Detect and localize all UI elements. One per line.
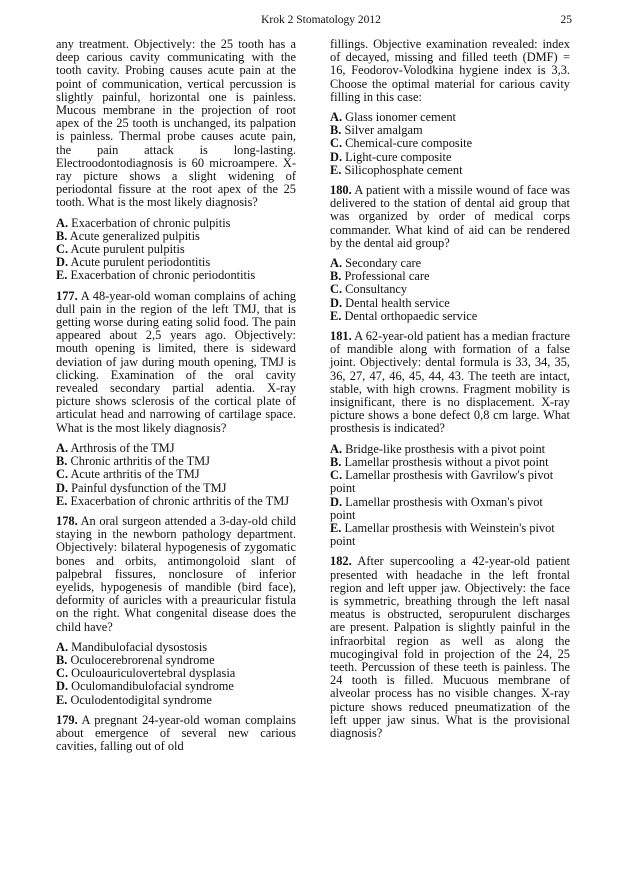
option: E. Exacerbation of chronic periodontitis: [56, 268, 256, 283]
option: C. Chemical-cure composite: [330, 136, 473, 151]
question-181: [330, 330, 570, 436]
option: C. Oculoauriculovertebral dysplasia: [56, 666, 236, 681]
question-number: 181.: [330, 329, 352, 344]
option: A. Secondary care: [330, 256, 422, 271]
question-number: 178.: [56, 513, 78, 528]
question-number: 182.: [330, 554, 352, 569]
question-176-options: [56, 217, 296, 283]
option: D. Painful dysfunction of the TMJ: [56, 480, 227, 495]
option: C. Acute arthritis of the TMJ: [56, 467, 200, 482]
question-text: A pregnant 24-year-old woman complains about emergence of several new carious cavities, falling out of old: [56, 712, 296, 754]
question-number: 180.: [330, 183, 352, 198]
option: B. Silver amalgam: [330, 123, 423, 138]
question-181-options: [330, 443, 570, 549]
option: D. Light-cure composite: [330, 149, 452, 164]
option: D. Dental health service: [330, 295, 450, 310]
question-text: A 48-year-old woman complains of aching dull pain in the region of the left TMJ, that is getting worse during eating solid food. The pain appeared about 2,5 years ago. Objectively: mouth opening is limited, there is sideward deviation of jaw during mouth opening, TMJ is clicking. Examination of the oral cavity revealed secondary partial adentia. X-ray picture shows sclerosis of the cortical plate of articulat head and narrowing of cartilage space. What is the most likely diagnosis?: [56, 288, 296, 435]
question-number: 179.: [56, 712, 78, 727]
option: B. Chronic arthritis of the TMJ: [56, 454, 210, 469]
option: A. Bridge-like prosthesis with a pivot point: [330, 441, 546, 456]
question-179: [56, 714, 296, 754]
question-179-options: [330, 111, 570, 177]
question-178: [56, 515, 296, 634]
option: D. Acute purulent periodontitis: [56, 255, 211, 270]
option: E. Exacerbation of chronic arthritis of the TMJ: [56, 493, 290, 508]
question-177-options: [56, 442, 296, 508]
option: C. Lamellar prosthesis with Gavrilow's pivot point: [330, 468, 554, 496]
option: E. Dental orthopaedic service: [330, 308, 478, 323]
option: A. Exacerbation of chronic pulpitis: [56, 215, 231, 230]
option: A. Arthrosis of the TMJ: [56, 440, 175, 455]
question-text: After supercooling a 42-year-old patient presented with headache in the left frontal region and left upper jaw. Objectively: the face is symmetric, breathing through the left nasal meatus is obstructed, seropurulent discharges are present. Palpation is slightly painful in the infraorbital region as well as along the mucogingival fold in projection of the 24, 25 teeth. Percussion of these teeth is painless. The 24 tooth is filled. Mucuous membrane of alveolar process has no visible changes. X-ray picture shows reduced pneumatization of the left upper jaw sinus. What is the provisional diagnosis?: [330, 554, 570, 740]
page-number: 25: [560, 14, 572, 26]
left-column: [56, 38, 296, 753]
option: A. Glass ionomer cement: [330, 110, 456, 125]
page-header: [56, 14, 586, 30]
option: A. Mandibulofacial dysostosis: [56, 639, 208, 654]
running-title: Krok 2 Stomatology 2012: [261, 14, 381, 26]
option: E. Silicophosphate cement: [330, 162, 463, 177]
question-180-options: [330, 257, 570, 323]
option: B. Professional care: [330, 269, 430, 284]
option: C. Consultancy: [330, 282, 408, 297]
option: E. Oculodentodigital syndrome: [56, 692, 212, 707]
question-text: A patient with a missile wound of face was delivered to the station of dental aid group that was organized by order of medical corps commander. What kind of aid can be rendered by the dental aid group?: [330, 183, 570, 250]
question-182: [330, 555, 570, 740]
question-177: [56, 290, 296, 435]
right-column: [330, 38, 570, 740]
option: D. Oculomandibulofacial syndrome: [56, 679, 234, 694]
option: B. Acute generalized pulpitis: [56, 228, 200, 243]
option: E. Lamellar prosthesis with Weinstein's pivot point: [330, 520, 555, 549]
question-number: 177.: [56, 288, 78, 303]
question-text: An oral surgeon attended a 3-day-old child staying in the newborn pathology department. Objectively: bilateral hypogenesis of zygomatic bones and orbits, antimongoloid slant of palpebral fissures, nonclosure of inferior eyelids, hypogenesis of mandible (bird face), deformity of auricles with a preauricular fistula on the right. What congenital disease does the child have?: [56, 513, 296, 634]
option: B. Lamellar prosthesis without a pivot point: [330, 454, 549, 469]
option: D. Lamellar prosthesis with Oxman's pivot point: [330, 494, 543, 522]
question-176-continuation: any treatment. Objectively: the 25 tooth has a deep carious cavity communicating with the tooth cavity. Probing causes acute pain at the point of communication, vertical percussion is slightly painful, horizontal one is painless. Mucous membrane in the projection of root apex of the 25 tooth is unchanged, its palpation is painless. Thermal probe causes acute pain, the pain attack is long-lasting. Electroodontodiagnosis is 60 microampere. X-ray picture shows a slight widening of periodontal fissure at the root apex of the 25 tooth. What is the most likely diagnosis?: [56, 37, 296, 210]
question-180: [330, 184, 570, 250]
question-178-options: [56, 641, 296, 707]
question-text: A 62-year-old patient has a median fracture of mandible along with formation of a false joint. Objectively: dental formula is 33, 34, 35, 36, 27, 47, 46, 45, 44, 43. The teeth are intact, stable, with high crowns. Fragment mobility is insignificant, there is no displacement. X-ray picture shows a bone defect 0,8 cm large. What prosthesis is indicated?: [330, 329, 570, 436]
question-179-continuation: fillings. Objective examination revealed: index of decayed, missing and filled teeth (DMF) = 16, Feodorov-Volodkina hygiene index is 3,3. Choose the optimal material for carious cavity filling in this case:: [330, 37, 570, 104]
option: B. Oculocerebrorenal syndrome: [56, 652, 215, 667]
option: C. Acute purulent pulpitis: [56, 242, 185, 257]
